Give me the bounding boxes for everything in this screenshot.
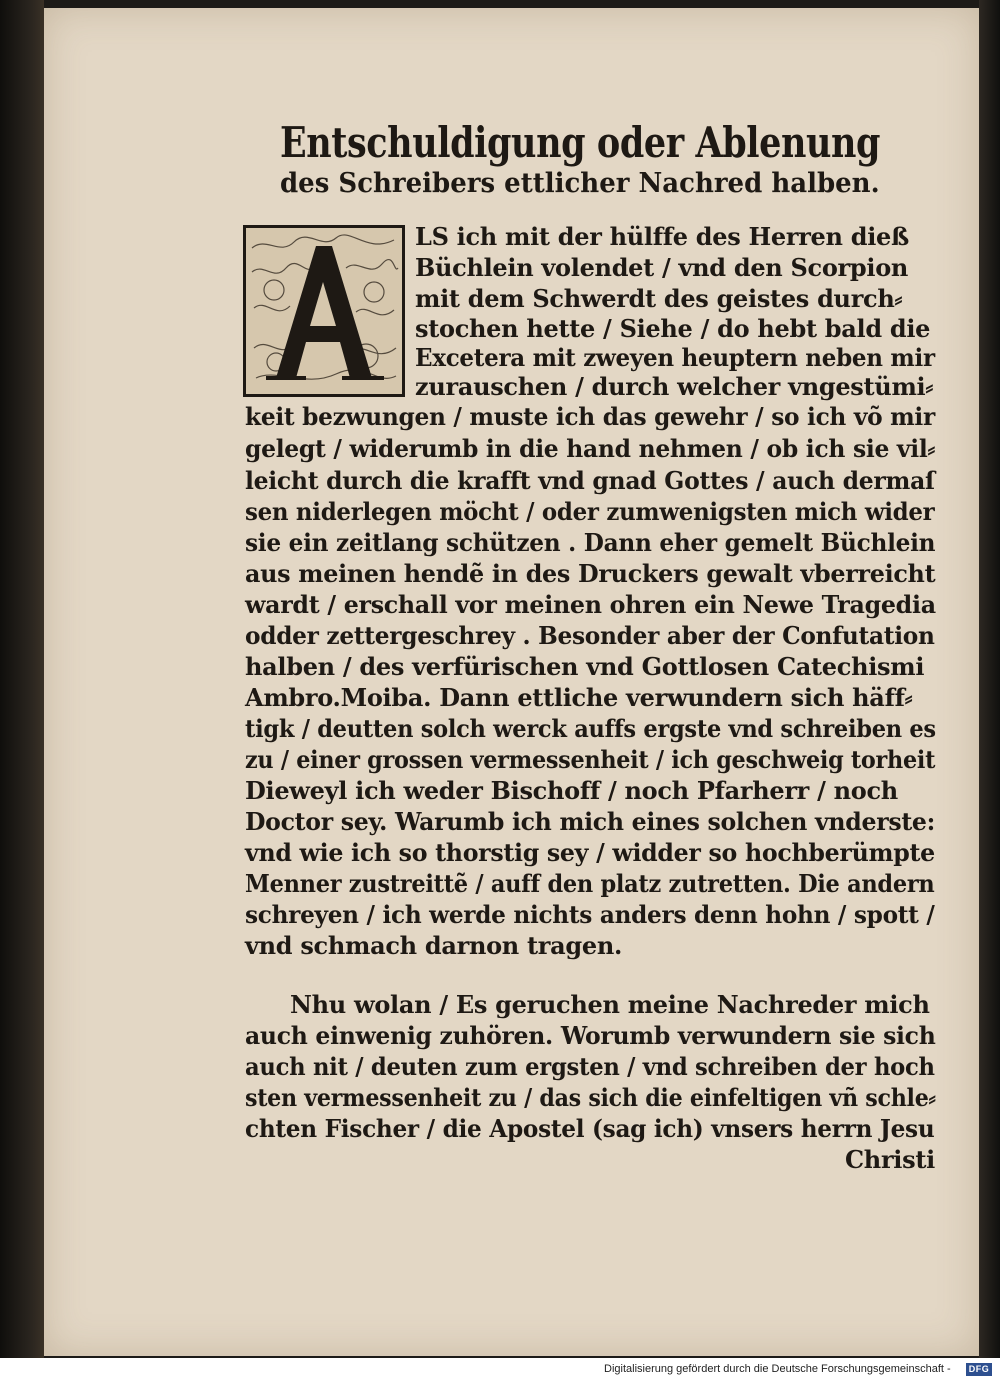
- text-line: Menner zustreittẽ / auff den platz zutretten. Die andern: [245, 869, 935, 898]
- text-line: Ambro.Moiba. Dann ettliche verwundern sich häff⸗: [245, 683, 913, 712]
- text-line: halben / des verfürischen vnd Gottlosen Catechismi: [245, 652, 925, 681]
- text-line: schreyen / ich werde nichts anders denn hohn / spott /: [245, 900, 935, 929]
- text-line: Doctor sey. Warumb ich mich eines solchen vnderste:: [245, 807, 936, 836]
- digitization-credit: Digitalisierung gefördert durch die Deutsche Forschungsgemeinschaft -: [604, 1363, 951, 1375]
- text-line: vnd schmach darnon tragen.: [245, 931, 623, 960]
- text-line: wardt / erschall vor meinen ohren ein Newe Tragedia: [245, 590, 936, 619]
- text-line: LS ich mit der hülffe des Herren dieß: [415, 222, 909, 251]
- text-line: mit dem Schwerdt des geistes durch⸗: [415, 284, 903, 313]
- text-line: zu / einer grossen vermessenheit / ich geschweig torheit: [245, 745, 936, 774]
- text-line: Büchlein volendet / vnd den Scorpion: [415, 253, 909, 282]
- book-gutter-left: [0, 0, 44, 1358]
- text-line: auch einwenig zuhören. Worumb verwundern sie sich: [245, 1021, 936, 1050]
- text-line: Excetera mit zweyen heuptern neben mir: [415, 343, 935, 372]
- text-line: odder zettergeschrey . Besonder aber der Confutation: [245, 621, 935, 650]
- text-line: chten Fischer / die Apostel (sag ich) vnsers herrn Jesu: [245, 1114, 935, 1143]
- text-line: sten vermessenheit zu / das sich die einfeltigen vñ schle⸗: [245, 1083, 936, 1112]
- text-line: gelegt / widerumb in die hand nehmen / ob ich sie vil⸗: [245, 434, 935, 463]
- text-line: Dieweyl ich weder Bischoff / noch Pfarherr / noch: [245, 776, 898, 805]
- text-line: tigk / deutten solch werck auffs ergste vnd schreiben es: [245, 714, 936, 743]
- woodcut-initial-icon: [246, 228, 402, 394]
- text-line: keit bezwungen / muste ich das gewehr / so ich võ mir: [245, 402, 935, 431]
- text-line: stochen hette / Siehe / do hebt bald die: [415, 314, 931, 343]
- dfg-logo: DFG: [966, 1363, 992, 1376]
- text-line: sie ein zeitlang schützen . Dann eher gemelt Büchlein: [245, 528, 936, 557]
- text-line: vnd wie ich so thorstig sey / widder so hochberümpte: [245, 838, 935, 867]
- text-line: sen niderlegen möcht / oder zumwenigsten mich wider: [245, 497, 935, 526]
- book-page: [44, 8, 979, 1356]
- text-line: leicht durch die krafft vnd gnad Gottes / auch dermaſ: [245, 466, 935, 495]
- decorated-initial-a: [243, 225, 405, 397]
- book-edge-right: [979, 0, 1000, 1358]
- text-line: auch nit / deuten zum ergsten / vnd schreiben der hoch: [245, 1052, 935, 1081]
- text-line: Nhu wolan / Es geruchen meine Nachreder mich: [290, 990, 930, 1019]
- page-title: Entschuldigung oder Ablenung: [280, 118, 881, 167]
- text-line: aus meinen hendẽ in des Druckers gewalt vberreicht: [245, 559, 936, 588]
- catchword: Christi: [845, 1145, 935, 1174]
- text-line: zurauschen / durch welcher vngestümi⸗: [415, 372, 934, 401]
- page-subtitle: des Schreibers ettlicher Nachred halben.: [280, 168, 880, 199]
